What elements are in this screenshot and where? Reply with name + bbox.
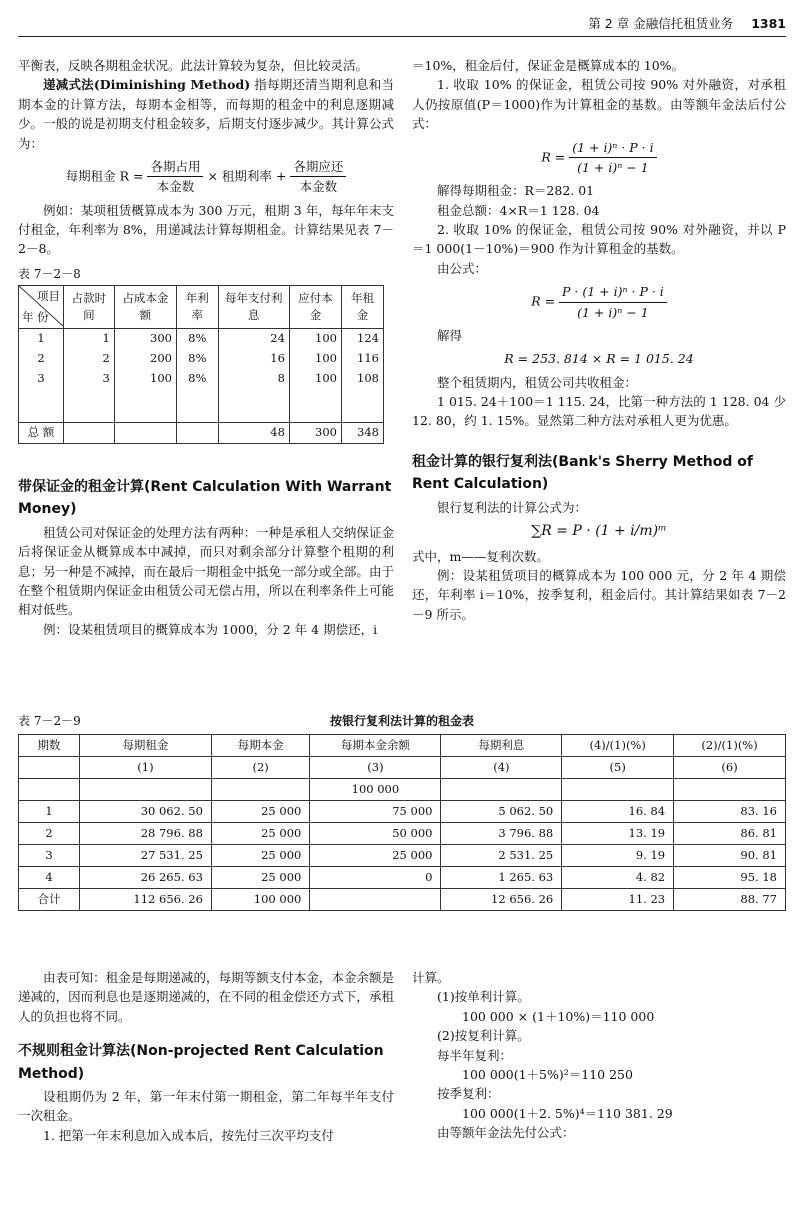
table-cell <box>310 889 441 911</box>
section-heading-warrant: 带保证金的租金计算(Rent Calculation With Warrant Money) <box>18 479 392 518</box>
table-cell: 25 000 <box>211 867 309 889</box>
paragraph: (2)按复利计算。 <box>437 1028 530 1044</box>
page-number: 1381 <box>751 16 786 31</box>
table-cell: 27 531. 25 <box>79 845 211 867</box>
term-diminishing: 递减式法(Diminishing Method) <box>43 77 251 93</box>
fraction-den: 本金数 <box>299 179 338 195</box>
table-cell: 3 <box>19 845 80 867</box>
paragraph: 1. 收取 10% 的保证金，租赁公司按 90% 对外融资，对承租人仍按原值(P＝1000)作为计算租金的基数。由等额年金法后付公式： <box>412 77 786 132</box>
table-cell: 100 <box>289 349 341 369</box>
paragraph: 1 015. 24＋100＝1 115. 24，比第一种方法的 1 128. 04 少 12. 80，约 1. 15%。显然第二种方法对承租人更为优惠。 <box>412 394 786 429</box>
bottom-left-column <box>18 968 394 1145</box>
formula-line: 100 000(1＋2. 5%)⁴＝110 381. 29 <box>462 1105 673 1121</box>
formula-line: 100 000 × (1＋10%)＝110 000 <box>462 1008 655 1024</box>
table-subheader-row <box>19 757 786 779</box>
table-cell: 16. 84 <box>562 801 674 823</box>
fraction <box>147 157 203 197</box>
right-column <box>412 56 786 624</box>
table-cell: 100 <box>289 329 341 349</box>
table-cell: 90. 81 <box>674 845 786 867</box>
bottom-right-column <box>412 968 786 1142</box>
table-cell: 25 000 <box>211 801 309 823</box>
paragraph: 计算。 <box>412 970 450 985</box>
table-cell: 3 <box>19 369 64 389</box>
table-cell: 合计 <box>19 889 80 911</box>
table-cell: 8 <box>218 369 289 389</box>
paragraph: 银行复利法的计算公式为： <box>437 499 588 515</box>
column-header: (2)/(1)(%) <box>674 735 786 757</box>
table-cell: 300 <box>114 329 176 349</box>
fraction-num: 各期占用 <box>147 157 203 177</box>
table-cell: 25 000 <box>211 845 309 867</box>
paragraph: 例：设某租赁项目的概算成本为 1000，分 2 年 4 期偿还，i <box>43 621 378 637</box>
formula-line: 100 000(1＋5%)²＝110 250 <box>462 1066 633 1082</box>
table-cell: 26 265. 63 <box>79 867 211 889</box>
table-cell: 124 <box>342 329 384 349</box>
paragraph: 2. 收取 10% 的保证金，租赁公司按 90% 对外融资，并以 P＝1 000(1－10%)＝900 作为计算租金的基数。 <box>412 222 786 257</box>
formula-part: R = <box>541 148 566 164</box>
table-cell: 2 <box>64 349 115 369</box>
table-cell: 1 <box>19 801 80 823</box>
column-header: 占款时间 <box>64 286 115 329</box>
column-header: 每期租金 <box>79 735 211 757</box>
left-column <box>18 56 394 639</box>
table-row <box>19 867 786 889</box>
column-header: 每期本金余额 <box>310 735 441 757</box>
table-cell: 88. 77 <box>674 889 786 911</box>
table-cell: 48 <box>218 423 289 444</box>
fraction-num: P · (1 + i)ⁿ · P · i <box>559 282 667 302</box>
table-7-2-9 <box>18 734 786 911</box>
table-cell: 116 <box>342 349 384 369</box>
column-header: 年租金 <box>342 286 384 329</box>
paragraph: 由表可知：租金是每期递减的，每期等额支付本金，本金余额是递减的，因而利息也是逐期递减的，在不同的租金偿还方式下，承租人的负担也将不同。 <box>18 970 394 1024</box>
table-cell: 11. 23 <box>562 889 674 911</box>
column-header: 年利率 <box>177 286 219 329</box>
column-subheader: (5) <box>562 757 674 779</box>
column-subheader: (3) <box>310 757 441 779</box>
diag-bottom-label: 年 份 <box>22 309 49 324</box>
paragraph: 解得每期租金：R＝282. 01 <box>437 183 595 199</box>
paragraph: 1. 把第一年末利息加入成本后，按先付三次平均支付 <box>43 1127 334 1143</box>
table-cell: 0 <box>310 867 441 889</box>
column-header: 期数 <box>19 735 80 757</box>
table-cell: 108 <box>342 369 384 389</box>
table-cell: 8% <box>177 329 219 349</box>
table-cell <box>79 779 211 801</box>
table-cell <box>674 779 786 801</box>
table-cell: 50 000 <box>310 823 441 845</box>
table-cell: 9. 19 <box>562 845 674 867</box>
table-row <box>19 329 384 349</box>
table-header-row <box>19 735 786 757</box>
formula-part: R = <box>531 293 556 309</box>
paragraph: 由公式： <box>437 260 488 276</box>
column-subheader: (1) <box>79 757 211 779</box>
table-cell: 200 <box>114 349 176 369</box>
table-cell <box>441 779 562 801</box>
table-cell: 1 <box>64 329 115 349</box>
paragraph: 整个租赁期内，租赁公司共收租金： <box>437 374 638 390</box>
formula-diminishing <box>18 157 394 197</box>
fraction-num: 各期应还 <box>290 157 346 177</box>
table-title: 按银行复利法计算的租金表 <box>329 714 474 728</box>
fraction <box>290 157 346 197</box>
column-subheader: (6) <box>674 757 786 779</box>
table-row <box>19 369 384 389</box>
table-cell: 总 额 <box>19 423 64 444</box>
fraction-den: (1 + i)ⁿ − 1 <box>577 159 649 175</box>
column-header: (4)/(1)(%) <box>562 735 674 757</box>
table-cell: 8% <box>177 349 219 369</box>
header-right <box>588 14 786 33</box>
table-cell: 4 <box>19 867 80 889</box>
column-subheader: (2) <box>211 757 309 779</box>
formula-bank: ∑R = P · (1 + i/m)ᵐ <box>531 522 667 539</box>
table-cell <box>19 779 80 801</box>
table-cell: 83. 16 <box>674 801 786 823</box>
table-cell: 12 656. 26 <box>441 889 562 911</box>
table-cell: 348 <box>342 423 384 444</box>
table-cell: 2 <box>19 823 80 845</box>
paragraph <box>18 75 394 153</box>
section-heading-irregular: 不规则租金计算法(Non-projected Rent Calculation Method) <box>18 1043 384 1082</box>
fraction <box>559 282 667 322</box>
paragraph: 租赁公司对保证金的处理方法有两种：一种是承租人交纳保证金后将保证金从概算成本中减掉，而只对剩余部分计算整个租期的利息；另一种是不减掉，而在最后一期租金中抵免一部分或全部。由于在整个租赁期内保证金由租赁公司无偿占用，所以在利率条件上可能相对低些。 <box>18 524 394 618</box>
paragraph: 设租期仍为 2 年，第一年末付第一期租金，第二年每半年支付一次租金。 <box>18 1088 394 1124</box>
chapter-title: 第 2 章 金融信托租赁业务 <box>588 16 734 31</box>
table-row <box>19 779 786 801</box>
table-cell <box>114 423 176 444</box>
table-row <box>19 845 786 867</box>
table-cell: 112 656. 26 <box>79 889 211 911</box>
table-cell: 30 062. 50 <box>79 801 211 823</box>
column-header: 每期利息 <box>441 735 562 757</box>
fraction <box>569 138 656 178</box>
paragraph: 平衡表，反映各期租金状况。此法计算较为复杂，但比较灵活。 <box>18 58 369 73</box>
table-cell: 3 <box>64 369 115 389</box>
table-total-row <box>19 889 786 911</box>
table-cell: 4. 82 <box>562 867 674 889</box>
table-cell: 100 000 <box>211 889 309 911</box>
formula-part: 每期租金 R = <box>65 168 144 184</box>
paragraph: 式中，m——复利次数。 <box>412 548 549 564</box>
column-subheader <box>19 757 80 779</box>
table-cell: 3 796. 88 <box>441 823 562 845</box>
table-7-2-8 <box>18 285 384 444</box>
page-header <box>18 14 786 37</box>
section-heading-bank: 租金计算的银行复利法(Bank's Sherry Method of Rent Calculation) <box>412 453 753 493</box>
table-cell: 25 000 <box>310 845 441 867</box>
fraction-den: (1 + i)ⁿ − 1 <box>577 304 649 320</box>
paragraph-text: 指每期还清当期利息和当期本金的计算方法，每期本金相等，而每期的租金中的利息逐期减少。一般的说是初期支付租金较多，后期支付逐步减少。其计算公式为： <box>18 77 394 151</box>
table-cell: 1 <box>19 329 64 349</box>
formula-part: × 租期利率 + <box>207 168 287 184</box>
table-cell: 75 000 <box>310 801 441 823</box>
table-row <box>19 349 384 369</box>
table-row-spacer <box>19 389 384 423</box>
paragraph: 解得 <box>437 327 463 343</box>
table-cell: 86. 81 <box>674 823 786 845</box>
column-header: 应付本金 <box>289 286 341 329</box>
fraction-den: 本金数 <box>156 179 195 195</box>
table-cell <box>562 779 674 801</box>
table-cell: 1 265. 63 <box>441 867 562 889</box>
table-cell: 16 <box>218 349 289 369</box>
column-header: 每年支付利息 <box>218 286 289 329</box>
table-caption <box>18 712 786 734</box>
paragraph: 租金总额：4×R＝1 128. 04 <box>437 202 600 218</box>
paragraph: 例如：某项租赁概算成本为 300 万元，租期 3 年，每年年末支付租金，年利率为 8%，用递减法计算每期租金。计算结果见表 7－2－8。 <box>18 202 394 257</box>
table-cell: 13. 19 <box>562 823 674 845</box>
column-header: 每期本金 <box>211 735 309 757</box>
table-cell: 25 000 <box>211 823 309 845</box>
paragraph: (1)按单利计算。 <box>437 989 530 1005</box>
table-cell: 24 <box>218 329 289 349</box>
column-subheader: (4) <box>441 757 562 779</box>
table-cell: 8% <box>177 369 219 389</box>
table-7-2-9-section <box>18 712 786 911</box>
table-cell: 28 796. 88 <box>79 823 211 845</box>
table-caption: 表 7－2－8 <box>18 266 81 281</box>
table-cell: 100 <box>289 369 341 389</box>
table-cell: 100 000 <box>310 779 441 801</box>
formula-annuity <box>412 138 786 178</box>
paragraph: ＝10%，租金后付，保证金是概算成本的 10%。 <box>412 58 685 73</box>
table-cell <box>64 423 115 444</box>
formula-result: R = 253. 814 × R = 1 015. 24 <box>504 351 694 367</box>
paragraph: 每半年复利： <box>437 1047 513 1063</box>
table-cell: 95. 18 <box>674 867 786 889</box>
table-row <box>19 801 786 823</box>
fraction-num: (1 + i)ⁿ · P · i <box>569 138 656 158</box>
diagonal-header <box>19 286 64 329</box>
table-cell <box>177 423 219 444</box>
table-cell: 300 <box>289 423 341 444</box>
table-cell: 100 <box>114 369 176 389</box>
paragraph: 按季复利： <box>437 1086 500 1102</box>
paragraph: 由等额年金法先付公式： <box>437 1125 575 1140</box>
table-total-row <box>19 423 384 444</box>
formula-annuity-2 <box>412 282 786 322</box>
paragraph: 例：设某租赁项目的概算成本为 100 000 元，分 2 年 4 期偿还，年利率 i＝10%，按季复利，租金后付。其计算结果如表 7－2－9 所示。 <box>412 567 786 622</box>
table-row <box>19 823 786 845</box>
table-cell <box>211 779 309 801</box>
table-cell: 5 062. 50 <box>441 801 562 823</box>
diag-top-label: 项目 <box>37 289 60 304</box>
column-header: 占成本金额 <box>114 286 176 329</box>
table-cell: 2 <box>19 349 64 369</box>
table-cell: 2 531. 25 <box>441 845 562 867</box>
table-number: 表 7－2－9 <box>18 714 81 728</box>
